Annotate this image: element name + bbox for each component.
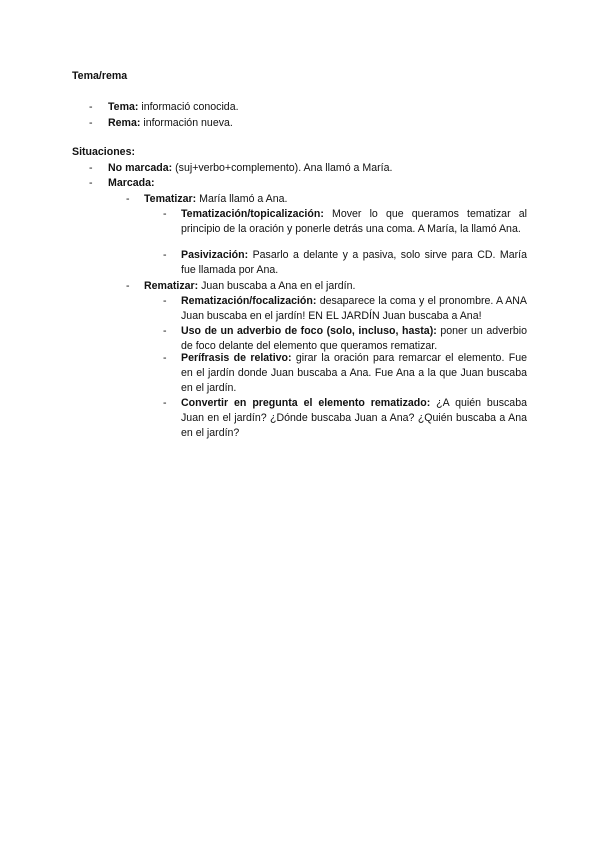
item-label: Uso de un adverbio de foco (solo, incluso, hasta): bbox=[181, 325, 437, 337]
bullet-dash: - bbox=[89, 162, 93, 174]
bullet-dash: - bbox=[89, 177, 93, 189]
item-text: Mover lo que queramos tematizar al principio de la oración y ponerle detrás una coma. A María, la llamó Ana. bbox=[181, 208, 527, 235]
bullet-dash: - bbox=[163, 208, 167, 220]
heading-situaciones: Situaciones: bbox=[72, 146, 135, 158]
item-label: Perífrasis de relativo: bbox=[181, 352, 292, 364]
item-text: (suj+verbo+complemento). Ana llamó a María. bbox=[172, 162, 393, 174]
list-item-pasivizacion bbox=[181, 248, 527, 278]
heading-tema-rema: Tema/rema bbox=[72, 70, 128, 82]
list-item-adverbio-foco bbox=[181, 324, 527, 354]
item-text: información nueva. bbox=[140, 117, 233, 129]
list-item-topicalizacion bbox=[181, 207, 527, 237]
bullet-dash: - bbox=[89, 117, 93, 129]
bullet-dash: - bbox=[163, 397, 167, 409]
item-label: No marcada: bbox=[108, 162, 173, 174]
list-item-perifrasis bbox=[181, 351, 527, 396]
item-text: Juan buscaba a Ana en el jardín. bbox=[198, 280, 356, 292]
item-text: informació conocida. bbox=[138, 101, 239, 113]
item-label: Rematizar: bbox=[144, 280, 199, 292]
list-item-tema bbox=[108, 100, 239, 115]
item-text: Pasarlo a delante y a pasiva, solo sirve para CD. María fue llamada por Ana. bbox=[181, 249, 527, 276]
item-label: Convertir en pregunta el elemento rematizado: bbox=[181, 397, 431, 409]
item-label: Pasivización: bbox=[181, 249, 249, 261]
bullet-dash: - bbox=[163, 295, 167, 307]
item-text: poner un adverbio de foco delante del elemento que queramos rematizar. bbox=[181, 325, 527, 352]
item-text: María llamó a Ana. bbox=[196, 193, 288, 205]
item-label: Tematización/topicalización: bbox=[181, 208, 324, 220]
bullet-dash: - bbox=[126, 280, 130, 292]
list-item-no-marcada bbox=[108, 161, 392, 176]
item-label: Marcada: bbox=[108, 177, 155, 189]
item-text: girar la oración para remarcar el elemento. Fue en el jardín donde Juan buscaba a Ana. Fue Ana a la que Juan buscaba en el jardín. bbox=[181, 352, 527, 394]
item-label: Rematización/focalización: bbox=[181, 295, 317, 307]
bullet-dash: - bbox=[163, 249, 167, 261]
list-item-tematizar bbox=[144, 192, 287, 207]
bullet-dash: - bbox=[126, 193, 130, 205]
list-item-rematizar bbox=[144, 279, 355, 294]
list-item-pregunta bbox=[181, 396, 527, 441]
item-label: Tematizar: bbox=[144, 193, 197, 205]
list-item-marcada bbox=[108, 176, 155, 191]
bullet-dash: - bbox=[163, 352, 167, 364]
item-text: ¿A quién buscaba Juan en el jardín? ¿Dónde buscaba Juan a Ana? ¿Quién buscaba a Ana en el jardín? bbox=[181, 397, 527, 439]
list-item-focalizacion bbox=[181, 294, 527, 324]
bullet-dash: - bbox=[163, 325, 167, 337]
item-label: Rema: bbox=[108, 117, 141, 129]
list-item-rema bbox=[108, 116, 233, 131]
item-text: desaparece la coma y el pronombre. A ANA Juan buscaba en el jardín! EN EL JARDÍN Juan buscaba a Ana! bbox=[181, 295, 527, 322]
bullet-dash: - bbox=[89, 101, 93, 113]
item-label: Tema: bbox=[108, 101, 139, 113]
